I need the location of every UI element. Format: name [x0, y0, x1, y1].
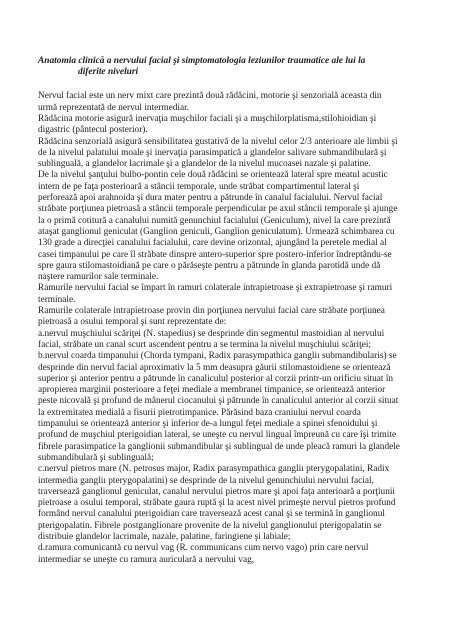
body-line: naştere ramurilor sale terminale. [38, 272, 159, 283]
body-line: profund de muşchiul pterigoidian lateral, se uneşte cu nervul lingual împreună cu care îşi trimite [38, 430, 397, 441]
body-line: la extremitatea medială a fisurii pietrotimpanice. Părăsind baza craniului nervul coarda [38, 407, 361, 418]
body-line: sublinguală, a glandelor lacrimale şi a glandelor de la nivelul mucoasei nazale şi palatine. [38, 159, 371, 170]
body-line: formând nervul canalului pterigoidian care traversează acest canal şi se termină în ganglionul [38, 509, 385, 520]
body-line: peste nicovală şi profund de mânerul ciocanului şi pătrunde în canaliculul anterior al corzii situat [38, 396, 399, 407]
title-line-2: diferite niveluri [78, 67, 139, 78]
body-line: intern de pe faţa posterioară a stâncii temporale, unde străbat compartimentul lateral şi [38, 181, 360, 192]
body-line: 130 grade a direcţiei canalului facialului, care devine orizontal, ajungând la peretele medial al [38, 238, 387, 249]
body-line: b.nervul coarda timpanului (Chorda tympani, Radix parasympathica gangliı submandibularis) se [38, 351, 397, 362]
body-line: timpanului se orientează anterior şi inferior de-a lungul feţei mediale a spinei sfenoidului şi [38, 419, 378, 430]
body-line: distribuie glandelor lacrimale, nazale, palatine, faringiene şi labiale; [38, 531, 291, 542]
body-line: intermedia gangliı pterygopalatini) se desprinde de la nivelul genunchiului nervului facial, [38, 475, 374, 486]
body-line: c.nervul pietros mare (N. petrosus major, Radix parasympathica gangliı pterygopalatini, Radix [38, 464, 390, 475]
body-line: intermediar se uneşte cu ramura auriculară a nervului vag, [38, 554, 255, 565]
body-line: pietroase a osului temporal, străbate gaura ruptă şi la acest nivel primeşte nervul pietros profund [38, 498, 396, 509]
body-line: a.nervul muşchiului scăriţei (N. stapedius) se desprinde din segmentul mastoidian al nervului [38, 328, 385, 339]
body-line: perforează apoi arahnoida şi dura mater pentru a pătrunde în canalul facialului. Nervul facial [38, 193, 383, 204]
body-line: ataşat ganglionul geniculat (Ganglion geniculi, Ganglion geniculatum). Urmează schimbarea cu [38, 226, 395, 237]
document-title [38, 56, 424, 78]
body-line: Ramurile nervului facial se împart în ramuri colaterale intrapietroase şi extrapietroase şi ramuri [38, 283, 393, 294]
document-body [38, 91, 424, 565]
body-line: Ramurile colaterale intrapietroase provin din porţiunea nervului facial care străbate porţiunea [38, 306, 385, 317]
body-line: casei timpanului pe care îl străbate dinspre antero-superior spre postero-inferior îndreptându-se [38, 249, 392, 260]
body-line: fibrele parasimpatice la ganglionii submandibular şi sublingual de unde pleacă ramuri la glandele [38, 441, 400, 452]
body-line: pterigopalatin. Fibrele postganglionare provenite de la nivelul ganglionului pterigopalatin se [38, 520, 382, 531]
body-line: De la nivelul şanţului bulbo-pontin cele două rădăcini se orientează lateral spre meatul acustic [38, 170, 388, 181]
body-line: Rădăcina motorie asigură inervaţia muşchilor faciali şi a muşchilorplatisma,stilohioidian şi [38, 114, 377, 124]
body-line: pietroasă a osului temporal şi sunt reprezentate de: [38, 317, 227, 328]
body-line: Nervul facial este un nerv mixt care prezintă două rădăcini, motorie şi senzorială aceasta din [38, 91, 382, 102]
body-line: apropierea marginii posterioare a feţei mediale a membranei timpanice, se orientează anterior [38, 385, 386, 396]
body-line: Rădăcina senzorială asigură sensibilitatea gustativă de la nivelul celor 2/3 anterioare ale limbii şi [38, 136, 398, 147]
body-line: d.ramura comunicantă cu nervul vag (R. communicans cum nervo vago) prin care nervul [38, 543, 369, 554]
body-line: de la nivelul palatului moale şi inervaţia parasimpatică a glandelor salivare submandibulară şi [38, 147, 387, 158]
body-line: submandibulară şi sublinguală; [38, 452, 154, 463]
body-line: urmă reprezentată de nervul intermediar. [38, 102, 189, 113]
body-line: traversează ganglionul geniculat, canalul nervului pietros mare şi apoi faţa anterioară a porţiunii [38, 486, 396, 497]
body-line: digastric (pântecul posterior). [38, 125, 148, 136]
body-line: superior şi anterior pentru a pătrunde în canaliculul posterior al corzii printr-un orificiu situat în [38, 373, 394, 384]
body-line: facial, străbate un canal scurt ascendent pentru a se termina la nivelul muşchiului scăriţei; [38, 339, 372, 350]
body-line: terminale. [38, 294, 76, 305]
body-line: la o primă cotitură a canalului numită genunchiul facialului (Geniculum), nivel la care prezintă [38, 215, 391, 226]
body-line: desprinde din nervul facial aproximativ la 5 mm deasupra găurii stilomastoidiene se orientează [38, 362, 391, 373]
body-line: spre gaura stilomastoidiană pe care o părăseşte pentru a pătrunde în glanda parotidă unde dă [38, 260, 381, 271]
body-line: străbate porţiunea pietroasă a stâncii temporale perpendicular pe axul stâncii temporale şi ajunge [38, 204, 398, 215]
title-line-1: Anatomia clinică a nervului facial şi simptomatologia leziunilor traumatice ale lui la [38, 56, 366, 66]
